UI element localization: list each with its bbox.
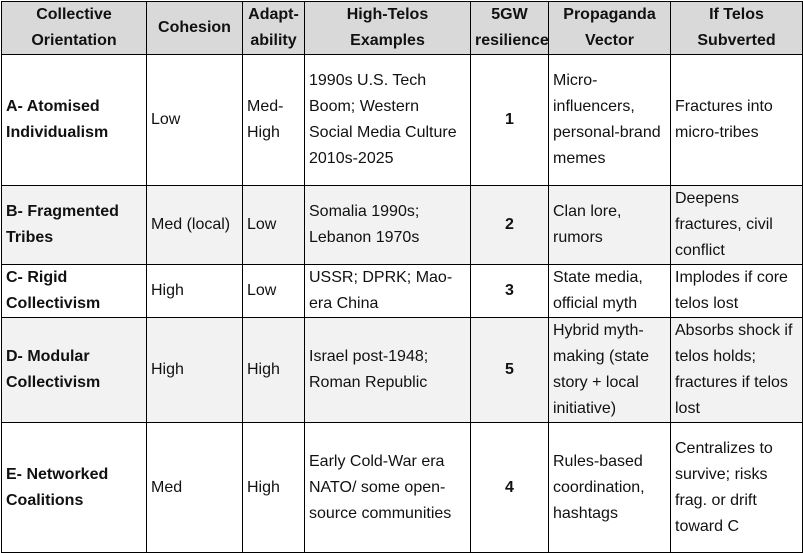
header-cohesion: Cohesion bbox=[147, 2, 243, 55]
cohesion-cell: Med (local) bbox=[147, 186, 243, 265]
if-telos-subverted-cell: Fractures into micro-tribes bbox=[671, 55, 803, 186]
resilience-cell: 1 bbox=[471, 55, 549, 186]
cohesion-cell: Med bbox=[147, 423, 243, 553]
header-row bbox=[2, 2, 803, 55]
propaganda-vector-cell: Hybrid myth-making (state story + local initiative) bbox=[549, 318, 671, 423]
resilience-cell: 4 bbox=[471, 423, 549, 553]
header-collective-orientation: Collective Orientation bbox=[2, 2, 147, 55]
adaptability-cell: Low bbox=[243, 265, 305, 318]
if-telos-subverted-cell: Absorbs shock if telos holds; fractures if telos lost bbox=[671, 318, 803, 423]
table-row bbox=[2, 423, 803, 553]
resilience-cell: 2 bbox=[471, 186, 549, 265]
header-adaptability: Adapt-ability bbox=[243, 2, 305, 55]
orientation-cell: D- Modular Collectivism bbox=[2, 318, 147, 423]
table-row bbox=[2, 186, 803, 265]
adaptability-cell: High bbox=[243, 318, 305, 423]
header-propaganda-vector: Propaganda Vector bbox=[549, 2, 671, 55]
cohesion-cell: High bbox=[147, 265, 243, 318]
propaganda-vector-cell: State media, official myth bbox=[549, 265, 671, 318]
adaptability-cell: Med-High bbox=[243, 55, 305, 186]
if-telos-subverted-cell: Deepens fractures, civil conflict bbox=[671, 186, 803, 265]
examples-cell: Early Cold-War era NATO/ some open-source communities bbox=[305, 423, 471, 553]
if-telos-subverted-cell: Implodes if core telos lost bbox=[671, 265, 803, 318]
table-row bbox=[2, 318, 803, 423]
resilience-cell: 3 bbox=[471, 265, 549, 318]
header-high-telos-examples: High-Telos Examples bbox=[305, 2, 471, 55]
orientation-cell: A- Atomised Individualism bbox=[2, 55, 147, 186]
table-row bbox=[2, 55, 803, 186]
cohesion-cell: High bbox=[147, 318, 243, 423]
collective-orientation-table bbox=[1, 1, 803, 553]
resilience-cell: 5 bbox=[471, 318, 549, 423]
propaganda-vector-cell: Clan lore, rumors bbox=[549, 186, 671, 265]
orientation-cell: E- Networked Coalitions bbox=[2, 423, 147, 553]
examples-cell: USSR; DPRK; Mao-era China bbox=[305, 265, 471, 318]
propaganda-vector-cell: Rules-based coordination, hashtags bbox=[549, 423, 671, 553]
table-row bbox=[2, 265, 803, 318]
header-5gw-resilience: 5GW resilience bbox=[471, 2, 549, 55]
adaptability-cell: Low bbox=[243, 186, 305, 265]
orientation-cell: C- Rigid Collectivism bbox=[2, 265, 147, 318]
examples-cell: 1990s U.S. Tech Boom; Western Social Media Culture 2010s-2025 bbox=[305, 55, 471, 186]
orientation-cell: B- Fragmented Tribes bbox=[2, 186, 147, 265]
propaganda-vector-cell: Micro-influencers, personal-brand memes bbox=[549, 55, 671, 186]
if-telos-subverted-cell: Centralizes to survive; risks frag. or drift toward C bbox=[671, 423, 803, 553]
cohesion-cell: Low bbox=[147, 55, 243, 186]
examples-cell: Somalia 1990s; Lebanon 1970s bbox=[305, 186, 471, 265]
adaptability-cell: High bbox=[243, 423, 305, 553]
examples-cell: Israel post-1948; Roman Republic bbox=[305, 318, 471, 423]
header-if-telos-subverted: If Telos Subverted bbox=[671, 2, 803, 55]
